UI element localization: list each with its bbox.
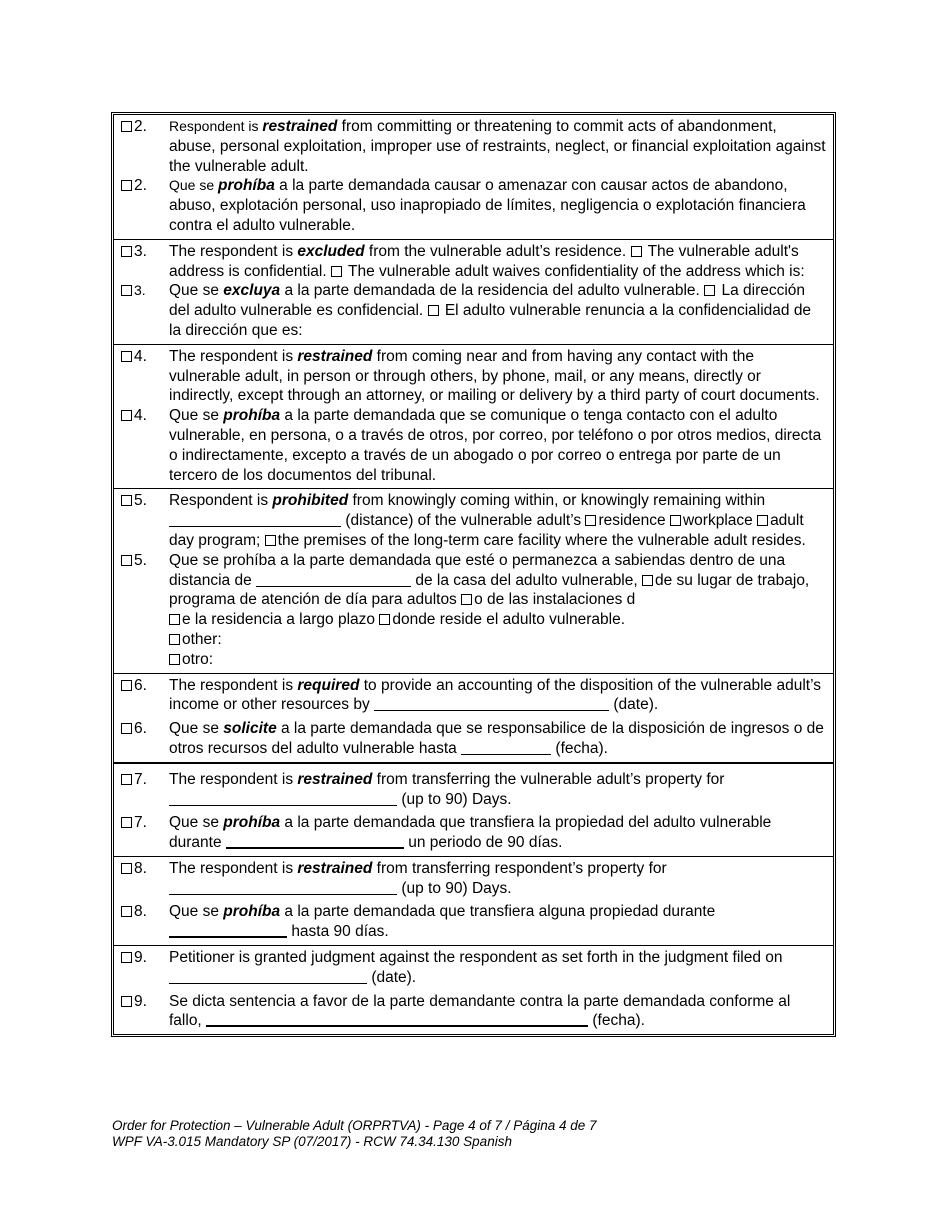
footer-title: Order for Protection – Vulnerable Adult (ORPRTVA) - Page 4 of 7 / Página 4 de 7	[112, 1118, 597, 1133]
item-text: Que se prohíba a la parte demandada causar o amenazar con causar actos de abandono, abuso, explotación personal, uso inapropiado de límites, negligencia o explotación financiera contra el adulto vulnerable.	[169, 177, 806, 234]
checkbox[interactable]	[121, 723, 132, 734]
fecha-field[interactable]	[461, 740, 551, 755]
item-number: 4.	[114, 347, 169, 367]
item-number: 2.	[114, 176, 169, 196]
item-text: Que se prohíba a la parte demandada que transfiera alguna propiedad durante hasta 90 días.	[169, 903, 716, 941]
item-number: 7.	[114, 813, 169, 833]
item-text: Respondent is prohibited from knowingly coming within, or knowingly remaining within (distance) of the vulnerable adult’s residence workplace adult day program; the premises of the long-term care facility where the vulnerable adult resides.	[169, 492, 806, 549]
item-9-spanish	[114, 992, 833, 1032]
item-number: 9.	[114, 992, 169, 1012]
checkbox[interactable]	[121, 246, 132, 257]
item-number: 3.	[114, 242, 169, 262]
item-7-spanish	[114, 813, 833, 853]
item-number: 4.	[114, 406, 169, 426]
checkbox[interactable]	[121, 121, 132, 132]
section-3	[114, 240, 833, 345]
item-7-english	[114, 770, 833, 810]
checkbox[interactable]	[169, 634, 180, 645]
dias-field[interactable]	[169, 922, 287, 938]
item-text: The respondent is required to provide an accounting of the disposition of the vulnerable adult’s income or other resources by (date).	[169, 676, 821, 714]
checkbox[interactable]	[428, 305, 439, 316]
checkbox[interactable]	[461, 594, 472, 605]
date-field[interactable]	[374, 696, 609, 711]
checkbox[interactable]	[757, 515, 768, 526]
checkbox[interactable]	[121, 285, 132, 296]
item-text: Que se prohíba a la parte demandada que transfiera la propiedad del adulto vulnerable durante un periodo de 90 días.	[169, 814, 772, 852]
checkbox[interactable]	[121, 351, 132, 362]
section-4	[114, 345, 833, 490]
item-3-english	[114, 242, 833, 282]
checkbox[interactable]	[121, 555, 132, 566]
item-text: The respondent is restrained from coming near and from having any contact with the vulnerable adult, in person or through others, by phone, mail, or any means, directly or indirectly, except through an attorney, or mailing or delivery by a third party of court documents.	[169, 347, 820, 405]
dias-field[interactable]	[226, 833, 404, 849]
section-7	[114, 764, 833, 857]
item-text: Se dicta sentencia a favor de la parte demandante contra la parte demandada conforme al fallo, (fecha).	[169, 992, 791, 1030]
item-4-english	[114, 347, 833, 406]
item-text: The respondent is excluded from the vulnerable adult’s residence. The vulnerable adult's address is confidential. The vulnerable adult waives confidentiality of the address which is:	[169, 242, 805, 280]
days-field[interactable]	[169, 880, 397, 895]
section-6	[114, 674, 833, 764]
item-number: 6.	[114, 719, 169, 739]
item-number: 5.	[114, 491, 169, 511]
section-5	[114, 489, 833, 673]
item-number: 5.	[114, 551, 169, 571]
item-number: 6.	[114, 676, 169, 696]
fecha-field[interactable]	[206, 1011, 588, 1027]
date-field[interactable]	[169, 969, 367, 984]
item-text: The respondent is restrained from transferring the vulnerable adult’s property for (up to 90) Days.	[169, 770, 725, 808]
distance-field[interactable]	[169, 512, 341, 527]
item-8-spanish	[114, 902, 833, 942]
section-8	[114, 857, 833, 946]
item-6-spanish	[114, 719, 833, 759]
checkbox[interactable]	[121, 410, 132, 421]
item-text: Que se prohíba a la parte demandada que se comunique o tenga contacto con el adulto vulnerable, en persona, o a través de otros, por correo, por teléfono o por otros medios, directa o indirectamente, excepto a través de un abogado o por correo o entrega por parte de un tercero de los documentos del tribunal.	[169, 407, 822, 484]
item-number: 9.	[114, 948, 169, 968]
item-8-english	[114, 859, 833, 899]
item-number: 3.	[114, 281, 169, 301]
checkbox[interactable]	[121, 817, 132, 828]
item-text: Que se excluya a la parte demandada de la residencia del adulto vulnerable. La dirección del adulto vulnerable es confidencial. El adulto vulnerable renuncia a la confidencialidad de la dirección que es:	[169, 282, 812, 339]
checkbox[interactable]	[121, 863, 132, 874]
item-text: The respondent is restrained from transferring respondent’s property for (up to 90) Days.	[169, 859, 667, 897]
checkbox[interactable]	[121, 906, 132, 917]
checkbox[interactable]	[379, 614, 390, 625]
item-2-english	[114, 117, 833, 176]
days-field[interactable]	[169, 791, 397, 806]
checkbox[interactable]	[642, 575, 653, 586]
checkbox[interactable]	[121, 680, 132, 691]
checkbox[interactable]	[585, 515, 596, 526]
item-number: 2.	[114, 117, 169, 137]
checkbox[interactable]	[169, 614, 180, 625]
footer-form-id: WPF VA-3.015 Mandatory SP (07/2017) - RCW 74.34.130 Spanish	[112, 1134, 512, 1149]
section-9	[114, 946, 833, 1034]
item-5-english	[114, 491, 833, 550]
item-3-spanish	[114, 281, 833, 340]
item-text: Que se prohíba a la parte demandada que esté o permanezca a sabiendas dentro de una distancia de de la casa del adulto vulnerable, de su lugar de trabajo, programa de atención de día para adultos o de las instalaciones d e la residencia a largo plazo donde reside el adulto vulnerable. other: otro:	[169, 551, 810, 668]
checkbox[interactable]	[704, 285, 715, 296]
item-2-spanish	[114, 176, 833, 235]
checkbox[interactable]	[121, 996, 132, 1007]
checkbox[interactable]	[121, 774, 132, 785]
checkbox[interactable]	[631, 246, 642, 257]
item-text: Respondent is restrained from committing or threatening to commit acts of abandonment, abuse, personal exploitation, improper use of restraints, neglect, or financial exploitation against the vulnerable adult.	[169, 118, 826, 175]
item-5-spanish	[114, 551, 833, 670]
item-4-spanish	[114, 406, 833, 485]
item-number: 7.	[114, 770, 169, 790]
item-number: 8.	[114, 902, 169, 922]
checkbox[interactable]	[121, 495, 132, 506]
item-6-english	[114, 676, 833, 716]
checkbox[interactable]	[121, 952, 132, 963]
item-9-english	[114, 948, 833, 988]
checkbox[interactable]	[331, 266, 342, 277]
item-text: Que se solicite a la parte demandada que se responsabilice de la disposición de ingresos o de otros recursos del adulto vulnerable hasta (fecha).	[169, 720, 824, 757]
checkbox[interactable]	[121, 180, 132, 191]
page-footer	[112, 1118, 597, 1150]
checkbox[interactable]	[265, 535, 276, 546]
section-2	[114, 115, 833, 240]
order-items-table	[111, 112, 836, 1037]
item-number: 8.	[114, 859, 169, 879]
checkbox[interactable]	[670, 515, 681, 526]
item-text: Petitioner is granted judgment against the respondent as set forth in the judgment filed on (date).	[169, 949, 783, 986]
checkbox[interactable]	[169, 654, 180, 665]
distancia-field[interactable]	[256, 572, 411, 587]
